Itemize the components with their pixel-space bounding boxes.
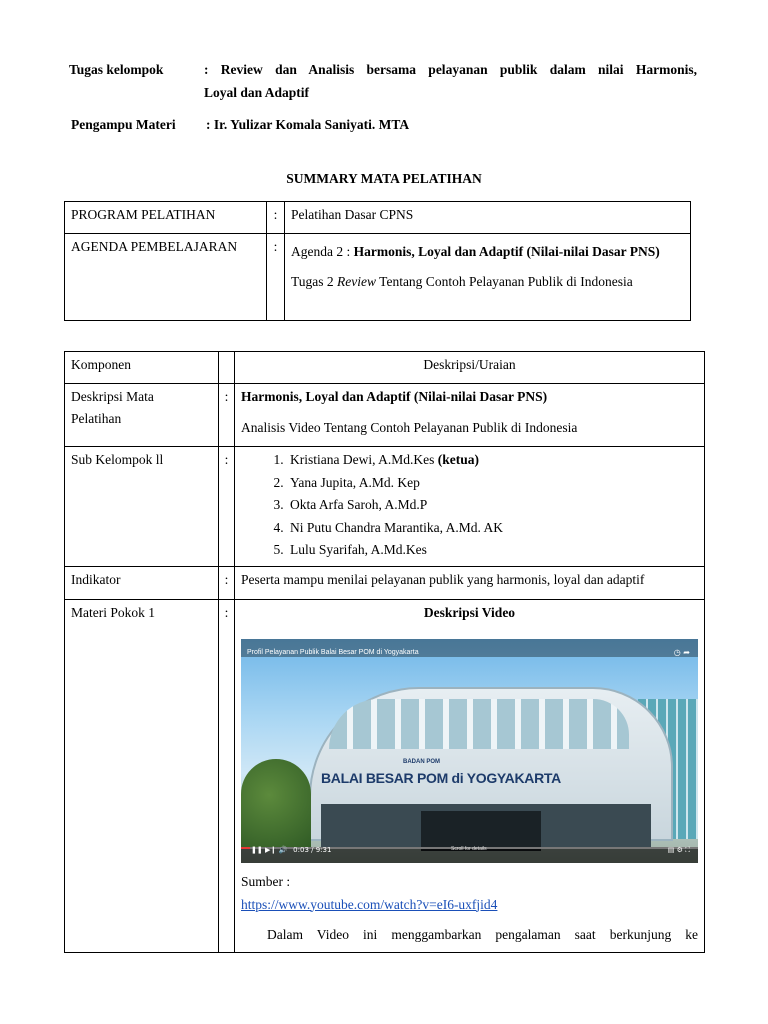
colon: : [267,234,285,321]
task-label: Tugas kelompok [69,62,164,77]
video-source-link[interactable]: https://www.youtube.com/watch?v=eI6-uxfjid4 [241,896,498,912]
captions-icon[interactable]: ▤ [667,845,675,854]
video-left-controls [251,839,331,861]
sumber-label: Sumber : [241,873,291,889]
video-frame-tree [241,759,311,849]
description-paragraph: Dalam Video ini menggambarkan pengalaman saat berkunjung ke [267,926,698,942]
komponen-table [64,351,705,953]
volume-icon[interactable]: 🔊 [278,845,288,854]
deskripsi-header: Deskripsi/Uraian [235,352,705,384]
table-row [65,447,705,567]
tugas-prefix: Tugas 2 [291,274,338,289]
settings-icon[interactable]: ⚙ [676,845,683,854]
agenda-value [285,234,691,321]
fullscreen-icon[interactable]: ⛶ [685,845,690,854]
mentor-text: : Ir. Yulizar Komala Saniyati. MTA [206,117,410,132]
video-player[interactable] [241,639,698,863]
colon-header [219,352,235,384]
table-row [65,566,705,599]
video-scroll-hint: Scroll for details [451,845,487,852]
agenda-title: Harmonis, Loyal dan Adaptif (Nilai-nilai Dasar PNS) [353,244,660,259]
watch-later-icon[interactable]: ◷ [673,647,681,657]
program-value: Pelatihan Dasar CPNS [285,202,691,234]
list-item: 5. Lulu Syarifah, A.Md.Kes [287,539,698,562]
table-row [65,202,691,234]
deskripsi-mata-value [235,384,705,447]
materi-label: Materi Pokok 1 [65,599,219,952]
video-right-controls [668,839,690,861]
colon: : [219,599,235,952]
indikator-value: Peserta mampu menilai pelayanan publik yang harmonis, loyal dan adaptif [235,566,705,599]
tugas-review: Review [337,274,377,289]
video-title[interactable]: Profil Pelayanan Publik Balai Besar POM di Yogyakarta [247,648,419,656]
video-sign-top: BADAN POM [403,758,440,765]
tugas-line [291,271,684,293]
deskripsi-mata-label [65,384,219,447]
video-frame-windows [329,699,629,749]
mentor-label: Pengampu Materi [71,117,176,132]
colon: : [219,447,235,567]
agenda-line [291,240,684,264]
leader-tag: (ketua) [437,452,479,467]
member-list [241,449,698,562]
program-table [64,201,691,321]
deskripsi-mata-bold: Harmonis, Loyal dan Adaptif (Nilai-nilai Dasar PNS) [241,389,548,404]
program-label: PROGRAM PELATIHAN [65,202,267,234]
list-item: 2. Yana Jupita, A.Md. Kep [287,472,698,495]
list-item [287,449,698,472]
next-icon[interactable]: ▶❙ [264,845,277,854]
task-text: : Review dan Analisis bersama pelayanan publik dalam nilai Harmonis, [204,62,697,77]
play-icon[interactable]: ❚❚ [251,845,263,854]
deskripsi-mata-label-line2: Pelatihan [71,411,122,426]
list-item: 3. Okta Arfa Saroh, A.Md.P [287,494,698,517]
list-item: 4. Ni Putu Chandra Marantika, A.Md. AK [287,517,698,540]
video-time: 0:03 / 9:31 [293,845,332,854]
share-icon[interactable]: ➦ [683,647,690,657]
task-text-cont: Loyal dan Adaptif [204,85,310,100]
deskripsi-mata-text: Analisis Video Tentang Contoh Pelayanan Publik di Indonesia [241,420,578,435]
table-row [65,599,705,952]
table-row [65,234,691,321]
table-row [65,352,705,384]
deskripsi-mata-label-line1: Deskripsi Mata [71,389,154,404]
materi-value [235,599,705,952]
video-sign: BALAI BESAR POM di YOGYAKARTA [321,769,561,786]
sub-kelompok-label: Sub Kelompok ll [65,447,219,567]
page-title: SUMMARY MATA PELATIHAN [286,171,482,186]
colon: : [267,202,285,234]
table-row [65,384,705,447]
colon: : [219,384,235,447]
agenda-label: AGENDA PEMBELAJARAN [65,234,267,321]
member-name: Kristiana Dewi, A.Md.Kes [290,452,438,467]
tugas-rest: Tentang Contoh Pelayanan Publik di Indonesia [376,274,633,289]
komponen-header: Komponen [65,352,219,384]
indikator-label: Indikator [65,566,219,599]
video-top-icons [674,642,690,664]
colon: : [219,566,235,599]
member-list-cell [235,447,705,567]
materi-heading: Deskripsi Video [423,604,516,620]
agenda-prefix: Agenda 2 : [291,244,354,259]
